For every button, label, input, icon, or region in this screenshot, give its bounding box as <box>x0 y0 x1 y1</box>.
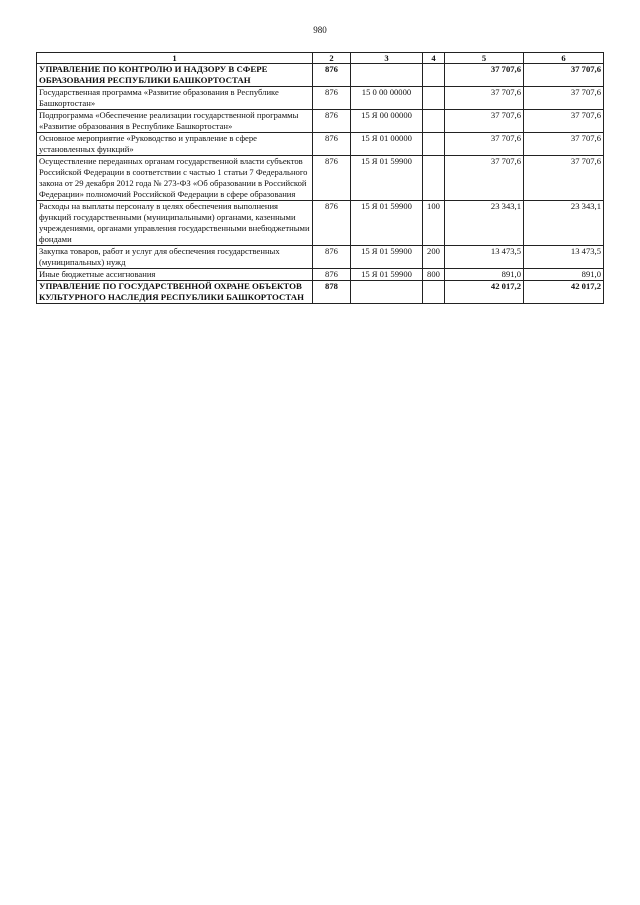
row-amount-1: 37 707,6 <box>445 64 524 87</box>
row-expense-kind <box>423 110 445 133</box>
row-amount-2: 42 017,2 <box>524 281 604 304</box>
row-amount-2: 37 707,6 <box>524 110 604 133</box>
table-row <box>37 156 604 201</box>
row-target-code: 15 Я 01 59900 <box>351 156 423 201</box>
row-amount-1: 891,0 <box>445 269 524 281</box>
row-name: Государственная программа «Развитие образования в Республике Башкортостан» <box>37 87 313 110</box>
row-agency-code: 876 <box>313 201 351 246</box>
table-row <box>37 201 604 246</box>
header-col-4: 4 <box>423 53 445 64</box>
table-row-agency-education-control <box>37 64 604 87</box>
header-col-1: 1 <box>37 53 313 64</box>
header-col-6: 6 <box>524 53 604 64</box>
row-target-code: 15 0 00 00000 <box>351 87 423 110</box>
row-agency-code: 876 <box>313 110 351 133</box>
row-amount-1: 23 343,1 <box>445 201 524 246</box>
budget-table <box>36 52 604 304</box>
row-amount-2: 13 473,5 <box>524 246 604 269</box>
row-agency-code: 876 <box>313 64 351 87</box>
row-agency-code: 876 <box>313 133 351 156</box>
table-row <box>37 269 604 281</box>
row-expense-kind: 100 <box>423 201 445 246</box>
row-amount-2: 23 343,1 <box>524 201 604 246</box>
row-target-code: 15 Я 01 59900 <box>351 201 423 246</box>
table-row <box>37 87 604 110</box>
row-name: Осуществление переданных органам государственной власти субъектов Российской Федерации в соответствии с частью 1 статьи 7 Федерального закона от 29 декабря 2012 года № 273-ФЗ «Об образовании в Российской Федерации» полномочий Российской Федерации в сфере образования <box>37 156 313 201</box>
row-target-code <box>351 64 423 87</box>
row-agency-code: 878 <box>313 281 351 304</box>
row-amount-2: 37 707,6 <box>524 133 604 156</box>
table-row <box>37 133 604 156</box>
row-amount-2: 37 707,6 <box>524 156 604 201</box>
row-name: УПРАВЛЕНИЕ ПО ГОСУДАРСТВЕННОЙ ОХРАНЕ ОБЪЕКТОВ КУЛЬТУРНОГО НАСЛЕДИЯ РЕСПУБЛИКИ БАШКОРТОСТАН <box>37 281 313 304</box>
row-agency-code: 876 <box>313 87 351 110</box>
row-target-code: 15 Я 01 00000 <box>351 133 423 156</box>
row-target-code <box>351 281 423 304</box>
table-row <box>37 246 604 269</box>
table-row <box>37 110 604 133</box>
row-name: Основное мероприятие «Руководство и управление в сфере установленных функций» <box>37 133 313 156</box>
row-amount-1: 37 707,6 <box>445 156 524 201</box>
row-amount-2: 37 707,6 <box>524 87 604 110</box>
row-target-code: 15 Я 01 59900 <box>351 269 423 281</box>
row-amount-1: 13 473,5 <box>445 246 524 269</box>
row-name: Подпрограмма «Обеспечение реализации государственной программы «Развитие образования в Республике Башкортостан» <box>37 110 313 133</box>
row-expense-kind: 200 <box>423 246 445 269</box>
row-target-code: 15 Я 01 59900 <box>351 246 423 269</box>
row-expense-kind <box>423 64 445 87</box>
row-expense-kind <box>423 87 445 110</box>
row-target-code: 15 Я 00 00000 <box>351 110 423 133</box>
row-expense-kind: 800 <box>423 269 445 281</box>
row-name: Закупка товаров, работ и услуг для обеспечения государственных (муниципальных) нужд <box>37 246 313 269</box>
row-amount-1: 37 707,6 <box>445 87 524 110</box>
header-col-3: 3 <box>351 53 423 64</box>
row-agency-code: 876 <box>313 269 351 281</box>
row-amount-2: 891,0 <box>524 269 604 281</box>
row-amount-1: 42 017,2 <box>445 281 524 304</box>
header-row <box>37 53 604 64</box>
header-col-5: 5 <box>445 53 524 64</box>
row-expense-kind <box>423 281 445 304</box>
row-amount-2: 37 707,6 <box>524 64 604 87</box>
row-name: УПРАВЛЕНИЕ ПО КОНТРОЛЮ И НАДЗОРУ В СФЕРЕ ОБРАЗОВАНИЯ РЕСПУБЛИКИ БАШКОРТОСТАН <box>37 64 313 87</box>
row-name: Расходы на выплаты персоналу в целях обеспечения выполнения функций государственными (муниципальными) органами, казенными учреждениями, органами управления государственными внебюджетными фондами <box>37 201 313 246</box>
row-agency-code: 876 <box>313 156 351 201</box>
table-row-agency-heritage-protection <box>37 281 604 304</box>
row-expense-kind <box>423 156 445 201</box>
row-agency-code: 876 <box>313 246 351 269</box>
row-name: Иные бюджетные ассигнования <box>37 269 313 281</box>
row-amount-1: 37 707,6 <box>445 133 524 156</box>
header-col-2: 2 <box>313 53 351 64</box>
row-amount-1: 37 707,6 <box>445 110 524 133</box>
row-expense-kind <box>423 133 445 156</box>
page-number: 980 <box>313 25 327 35</box>
